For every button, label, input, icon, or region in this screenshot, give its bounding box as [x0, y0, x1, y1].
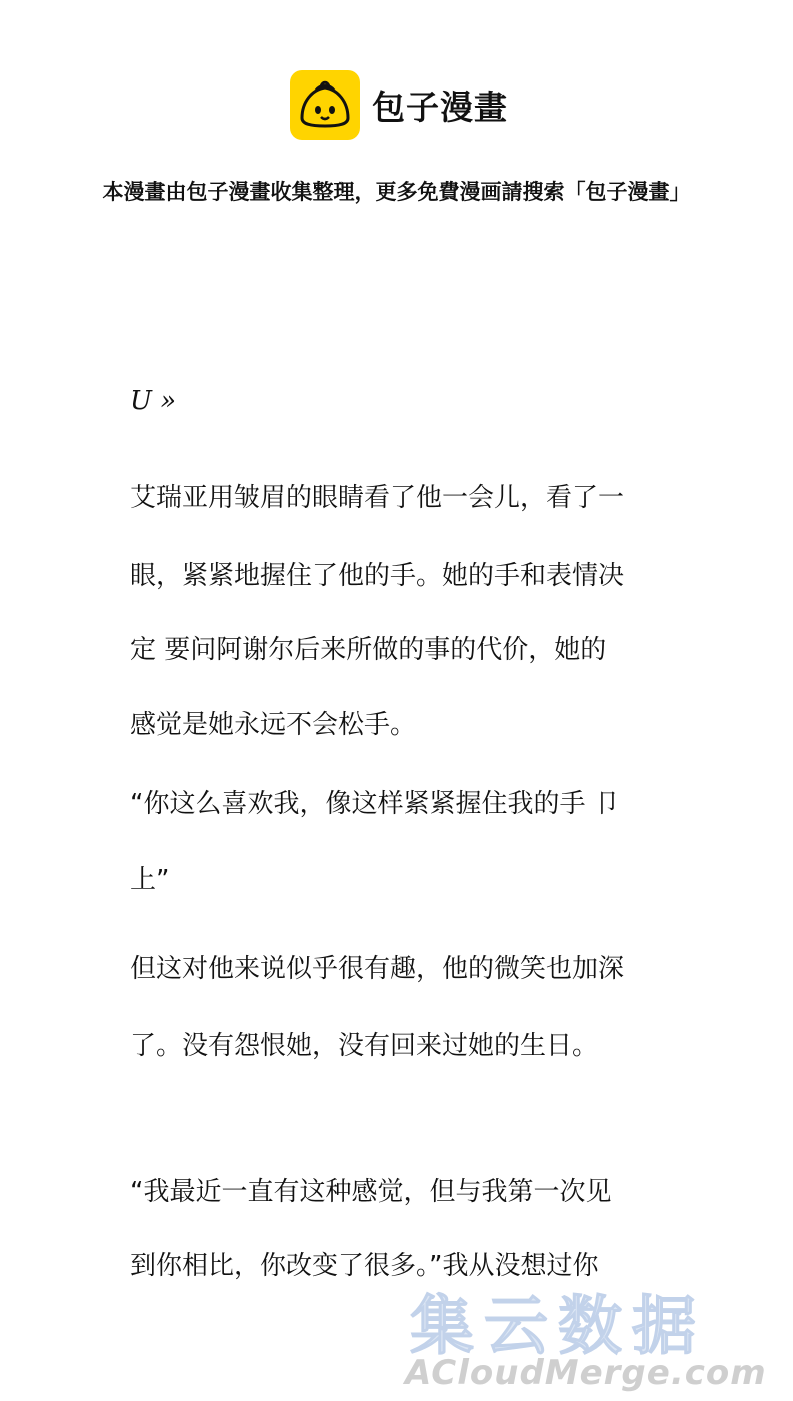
paragraph-line: 到你相比，你改变了很多。”我从没想过你 [130, 1251, 599, 1281]
paragraph-line: 了。没有怨恨她，没有回来过她的生日。 [130, 1031, 599, 1061]
paragraph-line: 艾瑞亚用皱眉的眼睛看了他一会儿，看了一 [130, 483, 625, 513]
notice-text: 本漫畫由包子漫畫收集整理，更多免費漫画請搜索「包子漫畫」 [102, 180, 691, 204]
brand-name: 包子漫畫 [372, 88, 508, 127]
watermark [405, 1275, 790, 1395]
paragraph-line: “我最近一直有这种感觉，但与我第一次见 [130, 1177, 612, 1207]
paragraph-line: “你这么喜欢我，像这样紧紧握住我的手 卩 [130, 789, 620, 819]
watermark-en: ACloudMerge.com [405, 1353, 767, 1393]
text-fragment: U » [130, 386, 177, 416]
watermark-cn: 集云数据 [410, 1290, 706, 1364]
paragraph-line: 但这对他来说似乎很有趣，他的微笑也加深 [130, 954, 625, 984]
paragraph-line: 定 要问阿谢尔后来所做的事的代价，她的 [130, 635, 607, 665]
paragraph-line: 感觉是她永远不会松手。 [130, 710, 417, 740]
bun-face-icon [290, 70, 360, 140]
paragraph-line: 上” [130, 865, 170, 895]
paragraph-line: 眼，紧紧地握住了他的手。她的手和表情决 [130, 561, 625, 591]
